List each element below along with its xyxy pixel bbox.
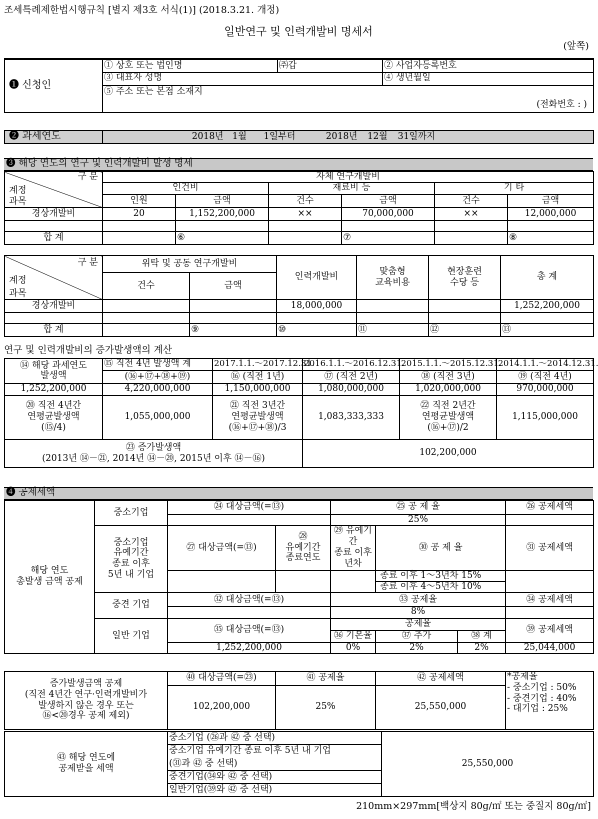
c27-value[interactable]: [168, 570, 276, 593]
final-credit-table: [4, 731, 594, 797]
total-label-1: 합 계: [5, 231, 103, 244]
general-label: 일반 기업: [95, 618, 168, 653]
avg3-header: [213, 396, 303, 440]
value-18[interactable]: 1,020,000,000: [400, 384, 497, 396]
c30-header: ㉚ 공 제 율: [376, 526, 506, 570]
value-23[interactable]: 102,200,000: [303, 440, 594, 468]
c29-header: [331, 526, 376, 570]
c26-value[interactable]: [506, 515, 594, 526]
c28-line2: 유예기간: [285, 542, 321, 553]
gubun-label: 구 분: [77, 172, 98, 182]
h21-line1: ㉑ 직전 3년간: [229, 401, 286, 412]
c29-line3: 년차: [344, 558, 362, 569]
cell-other-count[interactable]: ××: [435, 207, 508, 220]
account-label-2: 계정: [9, 276, 27, 286]
page-side-label: (앞쪽): [563, 41, 589, 52]
grace-rate-1: 종료 이후 1～3년차 15%: [376, 570, 506, 581]
c33-header: ㉝ 공제율: [331, 593, 506, 607]
subject-label-2: 과목: [9, 289, 27, 299]
note-line0: *공제율: [507, 672, 538, 682]
section3-bar: [4, 158, 593, 171]
grace-line2: 유예기간: [113, 548, 149, 559]
inc-line2: (직전 4년간 연구·인력개발비가: [24, 689, 148, 700]
fiscal-start-year[interactable]: 2018년: [103, 131, 225, 144]
c40-value[interactable]: 102,200,000: [168, 686, 276, 730]
value-22[interactable]: 1,115,000,000: [497, 396, 594, 440]
field-training-header: [429, 256, 501, 300]
amount-header-1: 금액: [176, 194, 269, 207]
final-credit-label: [5, 732, 168, 797]
c35-value[interactable]: 1,252,200,000: [168, 642, 331, 653]
paper-spec: 210mm×297mm[백상지 80g/㎡ 또는 중질지 80g/㎡]: [356, 801, 591, 812]
h20-line3: (⑮/4): [41, 422, 66, 433]
custom-edu-line1: 맞춤형: [379, 267, 406, 278]
grace-line3: 종료 이후: [112, 559, 150, 570]
t43-line1: ㊸ 해당 연도에: [56, 753, 116, 764]
total-8[interactable]: ⑧: [508, 231, 594, 244]
h23-line1: ㉓ 증가발생액: [125, 443, 182, 454]
c25-header: ㉕ 공 제 율: [331, 501, 506, 515]
page-title: 일반연구 및 인력개발비 명세서: [224, 25, 373, 38]
material-cost-header: 재료비 등: [269, 183, 435, 194]
c32-value[interactable]: [168, 607, 331, 618]
c34-value[interactable]: [506, 607, 594, 618]
c34-header: ㉞ 공제세액: [506, 593, 594, 607]
headcount-header: 인원: [103, 194, 176, 207]
total-9[interactable]: ⑨: [190, 324, 277, 337]
grand-total-header: 총 계: [501, 256, 594, 300]
c33-value[interactable]: 8%: [331, 607, 506, 618]
c42-value[interactable]: 25,550,000: [376, 686, 506, 730]
value-20[interactable]: 1,055,000,000: [103, 396, 213, 440]
side-line1: 해당 연도: [30, 566, 69, 577]
c37-value[interactable]: 2%: [376, 642, 458, 653]
total-10[interactable]: ⑩: [277, 324, 357, 337]
prior4-formula: (⑯+⑰+⑱+⑲): [103, 371, 213, 384]
fiscal-end-day[interactable]: 31일까지: [397, 131, 436, 142]
cell-field-training[interactable]: [429, 300, 501, 313]
count-header-2: 건수: [435, 194, 508, 207]
total-label-2: 합 계: [5, 324, 103, 337]
period-3: 2015.1.1.～2015.12.31.: [401, 358, 502, 369]
prior1-header: ⑯ (직전 1년): [213, 371, 303, 384]
outsourced-rd-header: 위탁 및 공동 연구개발비: [103, 256, 277, 273]
prior3-header: ⑱ (직전 3년): [400, 371, 497, 384]
grace-line4: 5년 내 기업: [107, 570, 155, 581]
rd-expense-table-1: [4, 171, 594, 245]
option-sme: 중소기업 (㉖과 ㊷ 중 선택): [168, 732, 382, 745]
h23-line2: (2013년 ⑭－㉑, 2014년 ⑭－⑳, 2015년 이후 ⑭－⑯): [41, 453, 266, 464]
option-grace-1: 중소기업 유예기간 종료 이후 5년 내 기업: [168, 745, 382, 758]
applicant-label: ❶ 신청인: [5, 59, 103, 112]
representative-label: ③ 대표자 성명: [103, 72, 383, 85]
fiscal-year-label: ❷ 과세연도: [5, 131, 103, 144]
fiscal-start-day[interactable]: 1일부터: [255, 131, 305, 144]
cell-outsource-amount[interactable]: [190, 300, 277, 313]
applicant-table: [4, 58, 594, 113]
h22-line1: ㉒ 직전 2년간: [420, 401, 476, 412]
value-21[interactable]: 1,083,333,333: [303, 396, 400, 440]
c36-value[interactable]: 0%: [331, 642, 376, 653]
c39-value[interactable]: 25,044,000: [506, 642, 594, 653]
h21-line2: 연평균발생액: [231, 412, 284, 423]
cell-material-count[interactable]: ××: [269, 207, 342, 220]
increase-credit-table: [4, 671, 594, 730]
c35-header: ㉟ 대상금액(=⑬): [168, 618, 331, 642]
value-14[interactable]: 1,252,200,000: [5, 384, 103, 396]
grace-line1: 중소기업: [113, 537, 149, 548]
c42-header: ㊷ 공제세액: [376, 672, 506, 686]
phone-label: (전화번호 : ): [103, 98, 594, 112]
calc-title: 연구 및 인력개발비의 증가발생액의 계산: [4, 345, 173, 356]
custom-edu-header: [357, 256, 429, 300]
total-credit-side: [5, 501, 95, 654]
self-rd-header: 자체 연구개발비: [103, 172, 594, 183]
prior2-header: ⑰ (직전 2년): [303, 371, 400, 384]
c28-header: [276, 526, 331, 570]
c40-header: ㊵ 대상금액(=㉓): [168, 672, 276, 686]
c29-line2: 종료 이후: [334, 547, 372, 558]
c31-header: ㉛ 공제세액: [506, 526, 594, 570]
inc-line1: 증가발생금액 공제: [49, 678, 123, 689]
account-header-cell-2: [5, 256, 103, 300]
c38-value[interactable]: 2%: [458, 642, 506, 653]
value-15[interactable]: 4,220,000,000: [103, 384, 213, 396]
amount-header-3: 금액: [508, 194, 594, 207]
total-12[interactable]: ⑫: [429, 324, 501, 337]
average-calc-table: [4, 395, 594, 468]
count-header-1: 건수: [269, 194, 342, 207]
company-name-label: ① 상호 또는 법인명: [103, 59, 278, 72]
h22-line2: 연평균발생액: [421, 412, 475, 423]
value-19[interactable]: 970,000,000: [497, 384, 594, 396]
address-label: ⑤ 주소 또는 본점 소재지: [103, 85, 594, 98]
c37-header: ㊲ 추가: [376, 630, 458, 642]
subject-label: 과목: [9, 197, 27, 207]
avg4-header: [5, 396, 103, 440]
c24-value[interactable]: [168, 515, 331, 526]
increase-header: [5, 440, 303, 468]
fiscal-start-month[interactable]: 1월: [225, 131, 255, 144]
rate-header: 공제율: [331, 618, 506, 630]
cell-grand-total[interactable]: 1,252,200,000: [501, 300, 594, 313]
c26-header: ㉖ 공제세액: [506, 501, 594, 515]
c28-value[interactable]: [276, 570, 331, 593]
row-label-ordinary-dev-2: 경상개발비: [5, 300, 103, 313]
c28-line1: ㉘: [298, 531, 308, 542]
rate-note: [506, 672, 594, 730]
tax-credit-table: [4, 500, 594, 654]
c31-value[interactable]: [506, 570, 594, 593]
section4-bar: [4, 487, 593, 500]
hr-dev-header: 인력개발비: [277, 256, 357, 300]
period-4: 2014.1.1.～2014.12.31.: [498, 358, 598, 369]
option-midsize: 중견기업(㉞와 ㊷ 중 선택): [168, 771, 382, 784]
cell-hr-dev[interactable]: 18,000,000: [277, 300, 357, 313]
cell-headcount[interactable]: 20: [103, 207, 176, 220]
value-16[interactable]: 1,150,000,000: [213, 384, 303, 396]
midsize-label: 중견 기업: [95, 593, 168, 618]
section4-title: ❹ 공제세액: [6, 487, 56, 498]
c29-line1: ㉙ 유예기간: [334, 526, 372, 548]
period-1: 2017.1.1.～2017.12.31.: [214, 358, 315, 369]
field-training-line1: 현장훈련: [447, 267, 482, 278]
c25-value[interactable]: 25%: [331, 515, 506, 526]
account-label: 계정: [9, 186, 27, 196]
note-line3: - 대기업 : 25%: [507, 704, 568, 715]
cell-outsource-count[interactable]: [103, 300, 190, 313]
inc-line3: 발생하지 않은 경우 또는: [38, 700, 134, 711]
cell-custom-edu[interactable]: [357, 300, 429, 313]
h22-line3: (⑯+⑰)/2: [427, 422, 469, 433]
c28-line3: 종료연도: [285, 553, 321, 564]
c29-value[interactable]: [331, 570, 376, 593]
value-17[interactable]: 1,080,000,000: [303, 384, 400, 396]
total-11[interactable]: ⑪: [357, 324, 429, 337]
custom-edu-line2: 교육비용: [375, 277, 410, 288]
cell-other-amount[interactable]: 12,000,000: [508, 207, 594, 220]
prior4-header: ⑲ (직전 4년): [497, 371, 594, 384]
count-header-4: 건수: [103, 273, 190, 300]
fiscal-year-table: [4, 130, 594, 144]
company-name-value[interactable]: ㈜갑: [278, 59, 383, 72]
note-line1: - 중소기업 : 50%: [507, 682, 577, 693]
grace-sme-label: [95, 526, 168, 593]
avg2-header: [400, 396, 497, 440]
c38-header: ㊳ 계: [458, 630, 506, 642]
fiscal-end-year[interactable]: 2018년: [305, 131, 359, 144]
c36-header: ㊱ 기본율: [331, 630, 376, 642]
h20-line2: 연평균발생액: [27, 412, 80, 423]
labor-cost-header: 인건비: [103, 183, 269, 194]
amount-header-2: 금액: [342, 194, 435, 207]
section3-title: ❸ 해당 연도의 연구 및 인력개발비 발생 명세: [6, 158, 193, 169]
t43-line2: 공제받을 세액: [58, 764, 114, 774]
side-line2: 총발생 금액 공제: [16, 576, 83, 587]
increase-calc-table: [4, 358, 598, 396]
increase-credit-label: [5, 672, 168, 730]
h14-line2: 발생액: [40, 371, 67, 381]
field-training-line2: 수당 등: [450, 277, 479, 288]
note-line2: - 중견기업 : 40%: [507, 693, 577, 704]
h20-line1: ⑳ 직전 4년간: [25, 401, 82, 412]
option-general: 일반기업(㊴와 ㊷ 중 선택): [168, 784, 382, 797]
sme-label: 중소기업: [95, 501, 168, 526]
c24-header: ㉔ 대상금액(=⑬): [168, 501, 331, 515]
gubun-label-2: 구 분: [77, 258, 98, 268]
total-7[interactable]: ⑦: [342, 231, 435, 244]
regulation-text: 조세특례제한법시행규칙 [별지 제3호 서식(1)] (2018.3.21. 개정): [4, 5, 280, 16]
h14-line1: ⑭ 해당 과세연도: [20, 360, 87, 371]
final-credit-value[interactable]: 25,550,000: [382, 732, 594, 797]
business-reg-number-label: ② 사업자등록번호: [383, 59, 594, 72]
birthdate-label: ④ 생년월일: [383, 72, 594, 85]
cell-material-amount[interactable]: 70,000,000: [342, 207, 435, 220]
grace-rate-2: 종료 이후 4～5년차 10%: [376, 581, 506, 592]
total-13[interactable]: ⑬: [501, 324, 594, 337]
prior4-sum-header: ⑮ 직전 4년 발생액 계: [103, 359, 213, 371]
c32-header: ㉜ 대상금액(=⑬): [168, 593, 331, 607]
c41-header: ㊶ 공제율: [276, 672, 376, 686]
period-2: 2016.1.1.～2016.12.31.: [304, 358, 405, 369]
cell-labor-amount[interactable]: 1,152,200,000: [176, 207, 269, 220]
c39-header: ㊴ 공제세액: [506, 618, 594, 642]
c41-value[interactable]: 25%: [276, 686, 376, 730]
inc-line4: ⑯<⑳경우 공제 제외): [42, 711, 130, 722]
current-year-header: [5, 359, 103, 384]
c27-header: ㉗ 대상금액(=⑬): [168, 526, 276, 570]
total-6[interactable]: ⑥: [176, 231, 269, 244]
fiscal-end-month[interactable]: 12월: [359, 131, 397, 144]
rd-expense-table-2: [4, 255, 594, 337]
account-header-cell: [5, 172, 103, 208]
other-cost-header: 기 타: [435, 183, 594, 194]
row-label-ordinary-dev: 경상개발비: [5, 207, 103, 220]
option-grace-2: (㉛과 ㊷ 중 선택): [168, 758, 382, 771]
amount-header-4: 금액: [190, 273, 277, 300]
h21-line3: (⑯+⑰+⑱)/3: [228, 422, 287, 433]
